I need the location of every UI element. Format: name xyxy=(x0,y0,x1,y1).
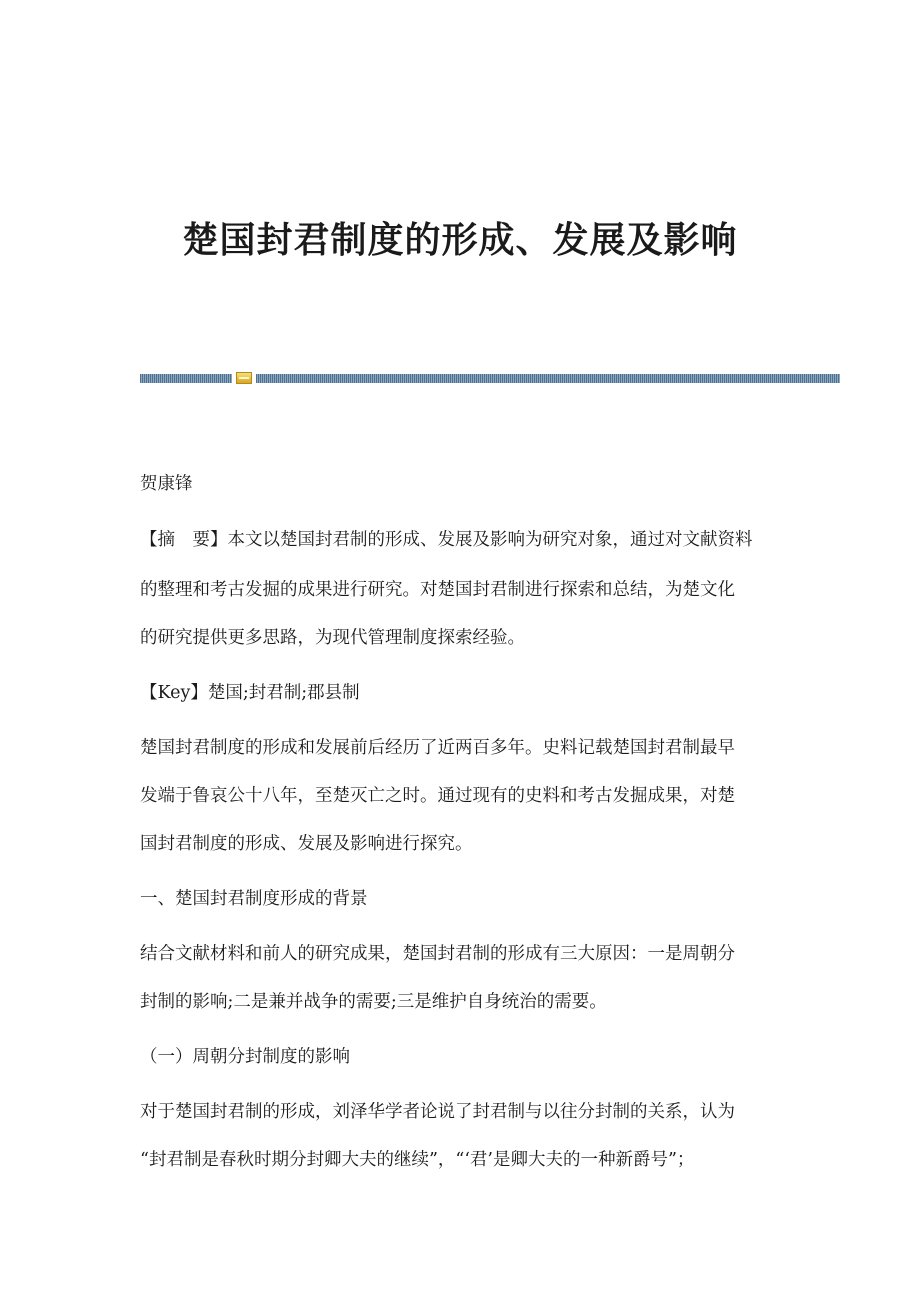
abstract-line-3: 的研究提供更多思路，为现代管理制度探索经验。 xyxy=(140,628,525,648)
body-line-3: 国封君制度的形成、发展及影响进行探究。 xyxy=(140,834,473,854)
page-title: 楚国封君制度的形成、发展及影响 xyxy=(182,219,738,261)
title-divider-right xyxy=(256,374,840,383)
section-heading-1: 一、楚国封君制度形成的背景 xyxy=(140,889,368,909)
abstract-line-2: 的整理和考古发掘的成果进行研究。对楚国封君制进行探索和总结，为楚文化 xyxy=(140,580,735,600)
keywords-line: 【Key】楚国;封君制;郡县制 xyxy=(140,683,360,703)
title-divider-left xyxy=(140,374,232,383)
body-line-6: 对于楚国封君制的形成，刘泽华学者论说了封君制与以往分封制的关系，认为 xyxy=(140,1102,735,1122)
abstract-line-1: 【摘 要】本文以楚国封君制的形成、发展及影响为研究对象，通过对文献资料 xyxy=(140,530,753,550)
divider-ornament-icon xyxy=(236,372,252,384)
body-line-4: 结合文献材料和前人的研究成果，楚国封君制的形成有三大原因：一是周朝分 xyxy=(140,944,735,964)
body-line-1: 楚国封君制度的形成和发展前后经历了近两百多年。史料记载楚国封君制最早 xyxy=(140,738,735,758)
body-line-7: “封君制是春秋时期分封卿大夫的继续”，“‘君’是卿大夫的一种新爵号”； xyxy=(140,1150,695,1170)
subsection-heading-1: （一）周朝分封制度的影响 xyxy=(140,1047,350,1067)
author-name: 贺康锋 xyxy=(140,474,193,494)
body-line-2: 发端于鲁哀公十八年，至楚灭亡之时。通过现有的史料和考古发掘成果，对楚 xyxy=(140,786,735,806)
body-line-5: 封制的影响;二是兼并战争的需要;三是维护自身统治的需要。 xyxy=(140,992,607,1012)
